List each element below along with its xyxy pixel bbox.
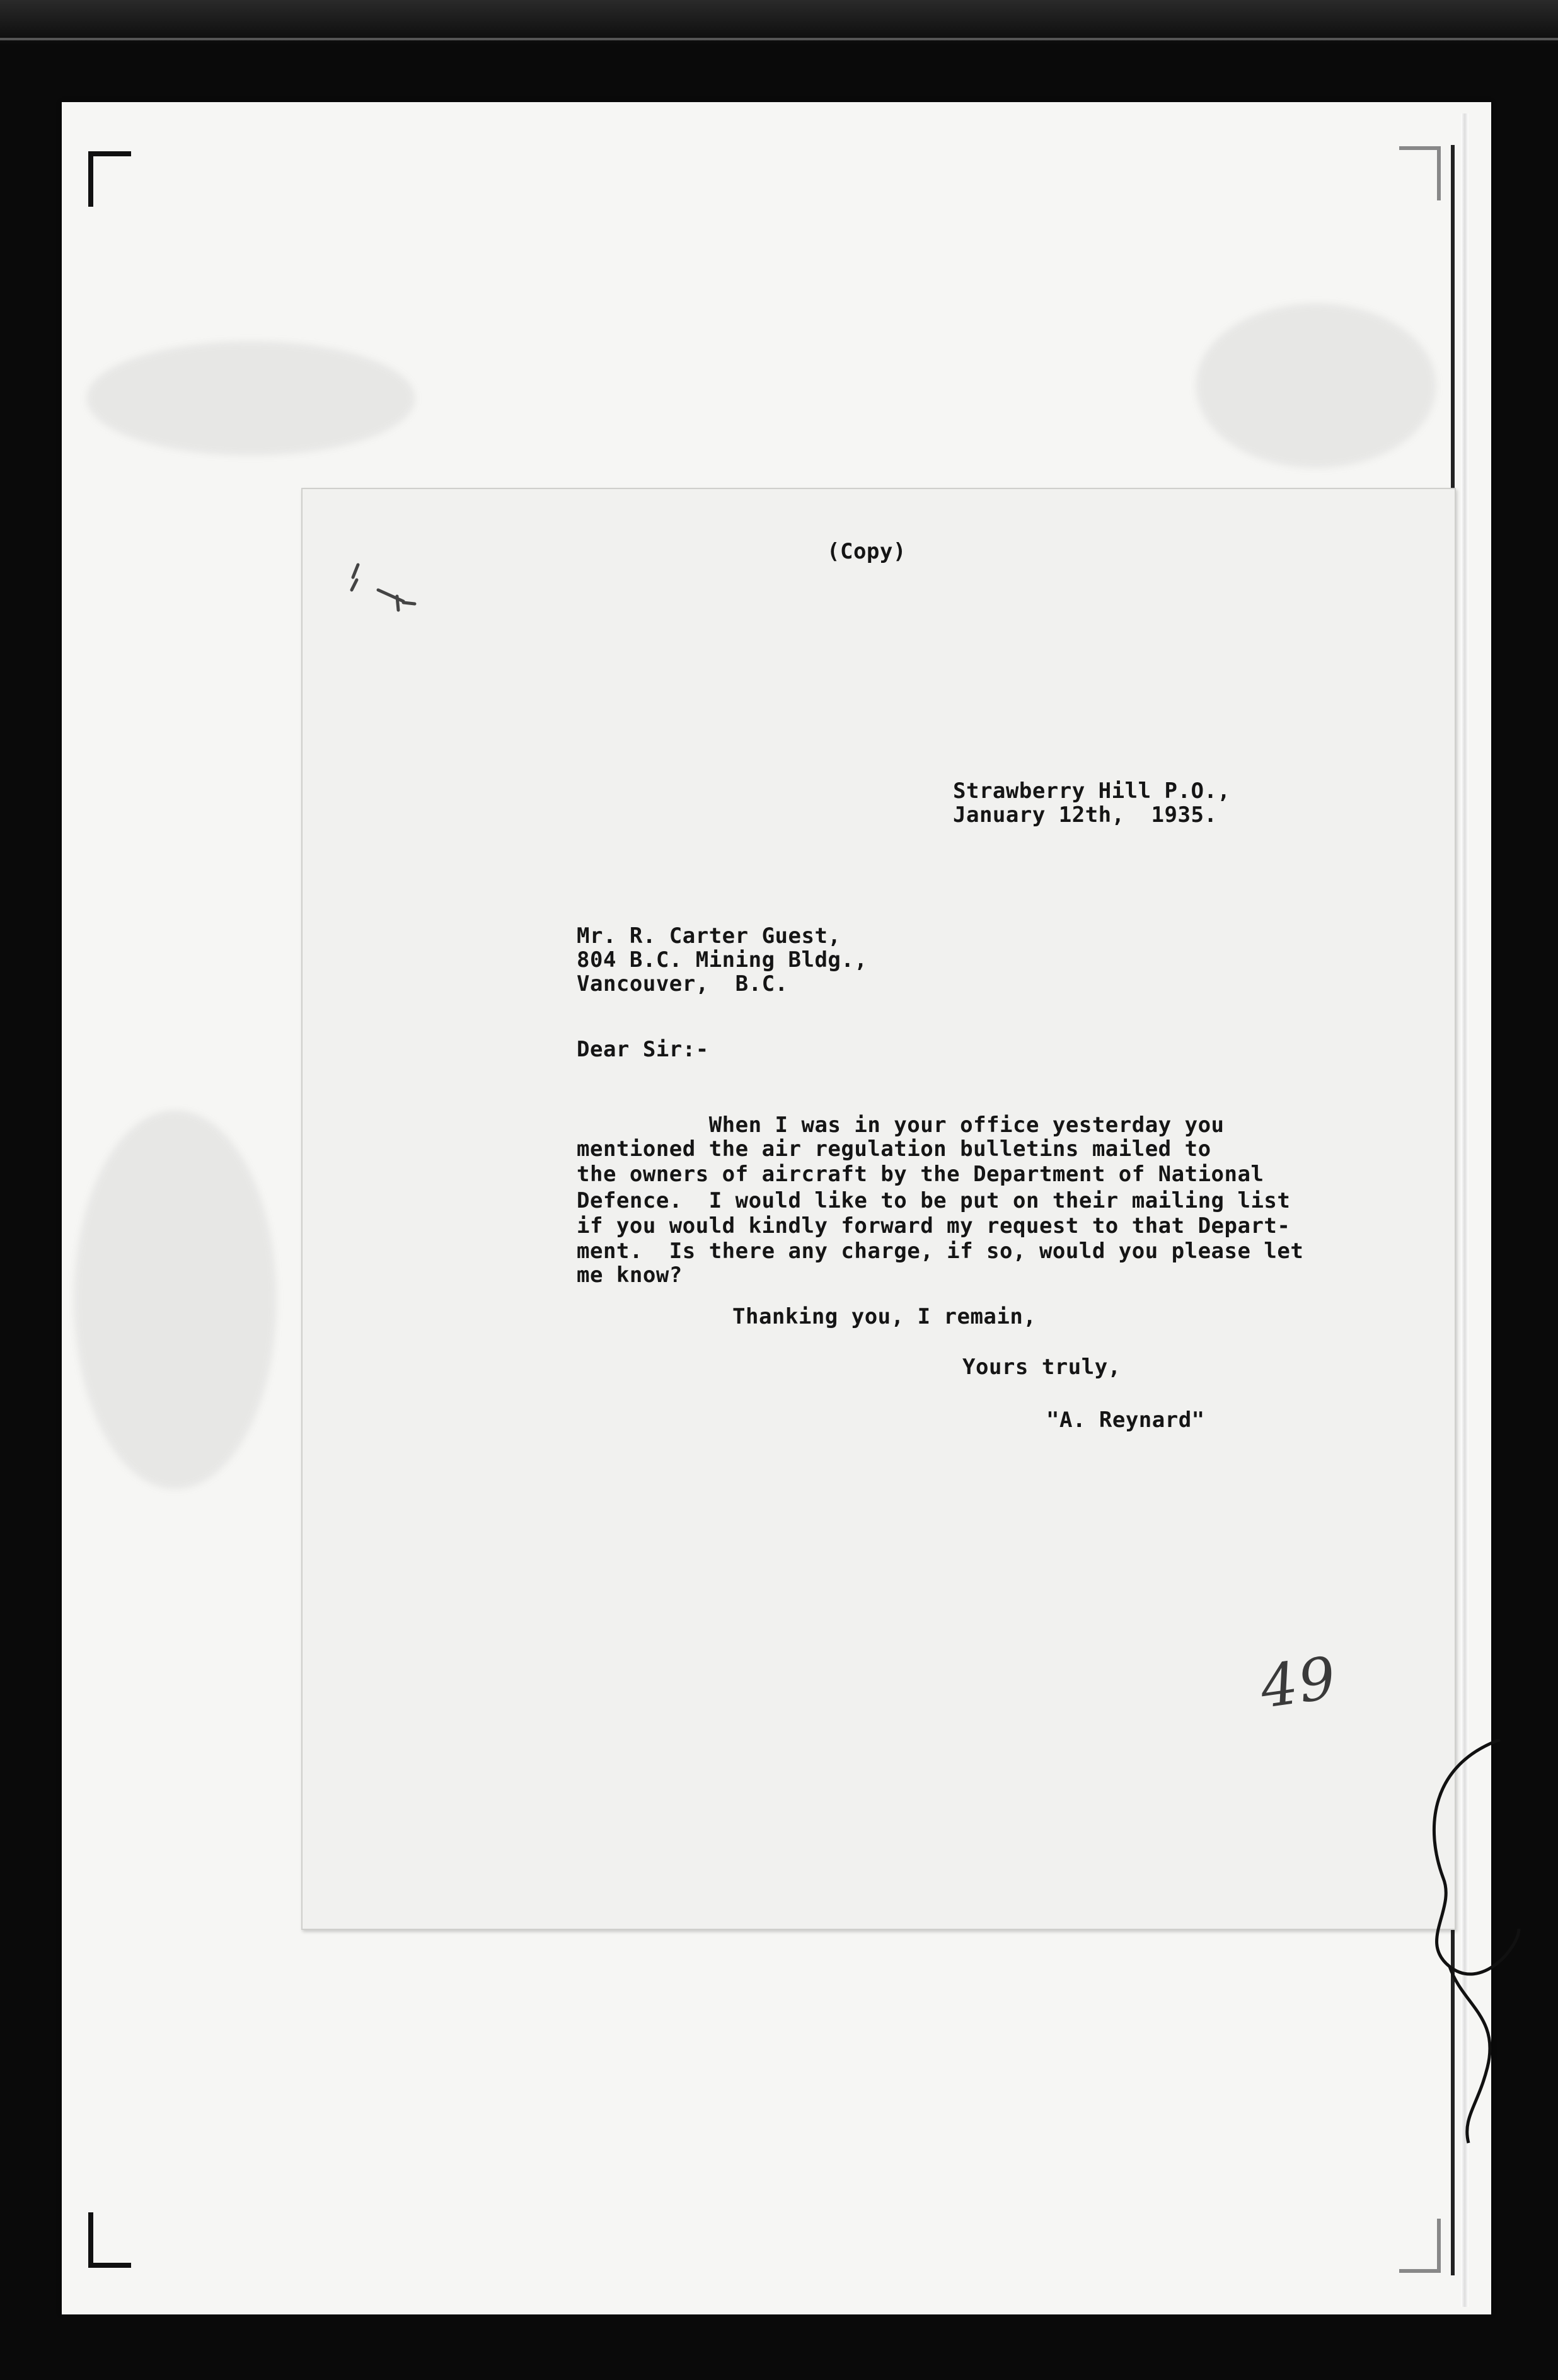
film-edge-line xyxy=(0,38,1558,40)
body-line: When I was in your office yesterday you xyxy=(577,1112,1225,1138)
folio-number: 49 xyxy=(1256,1644,1341,1721)
smudge xyxy=(1196,304,1436,468)
recipient-city: Vancouver, B.C. xyxy=(577,971,788,996)
sender-place: Strawberry Hill P.O., xyxy=(953,778,1231,804)
crop-mark-top-left xyxy=(88,151,131,207)
copy-label: (Copy) xyxy=(827,539,906,564)
recipient-name: Mr. R. Carter Guest, xyxy=(577,923,841,949)
crop-mark-bottom-right xyxy=(1399,2219,1441,2273)
smudge xyxy=(87,342,415,455)
letter-date: January 12th, 1935. xyxy=(953,802,1218,828)
crop-mark-top-right xyxy=(1399,146,1441,200)
pencil-mark-icon xyxy=(340,540,429,615)
body-line: me know? xyxy=(577,1262,683,1288)
closing-line: Thanking you, I remain, xyxy=(732,1304,1037,1329)
body-line: mentioned the air regulation bulletins mailed to xyxy=(577,1136,1211,1162)
recipient-street: 804 B.C. Mining Bldg., xyxy=(577,947,868,973)
valediction: Yours truly, xyxy=(962,1355,1121,1380)
body-line: if you would kindly forward my request to that Depart- xyxy=(577,1213,1291,1239)
smudge xyxy=(74,1111,276,1489)
string-tie-icon xyxy=(1405,1740,1532,2156)
salutation: Dear Sir:- xyxy=(577,1037,709,1062)
letter-sheet xyxy=(301,488,1456,1930)
body-line: ment. Is there any charge, if so, would you please let xyxy=(577,1239,1304,1264)
signature: "A. Reynard" xyxy=(1046,1407,1205,1433)
crop-mark-bottom-left xyxy=(88,2212,131,2268)
body-line: Defence. I would like to be put on their mailing list xyxy=(577,1188,1291,1213)
film-edge xyxy=(0,0,1558,44)
body-line: the owners of aircraft by the Department of National xyxy=(577,1162,1264,1187)
